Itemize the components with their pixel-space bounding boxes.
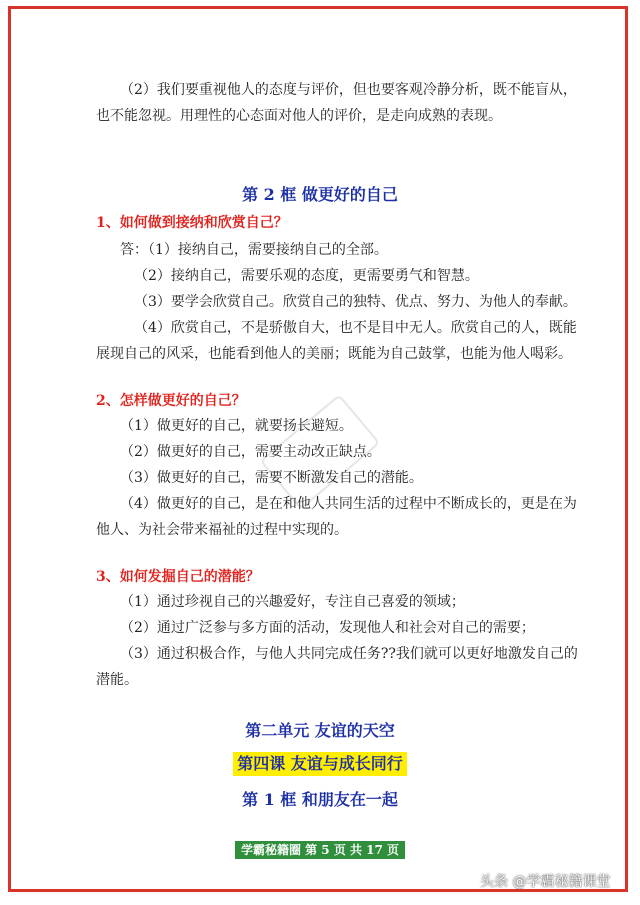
answer-line: 答：（1）接纳自己，需要接纳自己的全部。 <box>120 242 388 258</box>
unit-title: 第二单元 友谊的天空 <box>245 721 395 740</box>
answer-line: （2）做更好的自己，需要主动改正缺点。 <box>120 444 381 460</box>
answer-line: （3）通过积极合作，与他人共同完成任务??我们就可以更好地激发自己的 <box>120 646 578 662</box>
question-3: 3、如何发掘自己的潜能？ <box>96 569 260 585</box>
answer-line: （1）做更好的自己，就要扬长避短。 <box>120 418 353 434</box>
answer-line: （3）要学会欣赏自己。欣赏自己的独特、优点、努力、为他人的奉献。 <box>134 294 577 310</box>
frame-title: 第 1 框 和朋友在一起 <box>242 790 398 809</box>
page-footer: 学霸秘籍圈 第 5 页 共 17 页 <box>235 841 405 859</box>
paragraph-line: （2）我们要重视他人的态度与评价，但也要客观冷静分析，既不能盲从， <box>120 82 577 98</box>
answer-line: 展现自己的风采，也能看到他人的美丽；既能为自己鼓掌，也能为他人喝彩。 <box>96 346 572 362</box>
lesson-title-wrap <box>0 752 640 776</box>
question-1: 1、如何做到接纳和欣赏自己？ <box>96 215 288 231</box>
answer-line: （3）做更好的自己，需要不断激发自己的潜能。 <box>120 470 423 486</box>
question-2: 2、怎样做更好的自己？ <box>96 393 246 409</box>
answer-line: （2）通过广泛参与多方面的活动，发现他人和社会对自己的需要； <box>120 620 535 636</box>
answer-line: 他人、为社会带来福祉的过程中实现的。 <box>96 522 348 538</box>
footer-wrap <box>0 839 640 859</box>
source-watermark: 头条 @学霸秘籍课堂 <box>480 874 611 890</box>
answer-line: （1）通过珍视自己的兴趣爱好，专注自己喜爱的领域； <box>120 594 465 610</box>
answer-line: （4）欣赏自己，不是骄傲自大，也不是目中无人。欣赏自己的人，既能 <box>134 320 577 336</box>
answer-line: （4）做更好的自己，是在和他人共同生活的过程中不断成长的，更是在为 <box>120 496 577 512</box>
lesson-title: 第四课 友谊与成长同行 <box>233 752 407 776</box>
paragraph-line: 也不能忽视。用理性的心态面对他人的评价，是走向成熟的表现。 <box>96 108 502 124</box>
answer-line: （2）接纳自己，需要乐观的态度，更需要勇气和智慧。 <box>134 268 479 284</box>
section-title: 第 2 框 做更好的自己 <box>242 185 398 204</box>
answer-line: 潜能。 <box>96 672 138 688</box>
